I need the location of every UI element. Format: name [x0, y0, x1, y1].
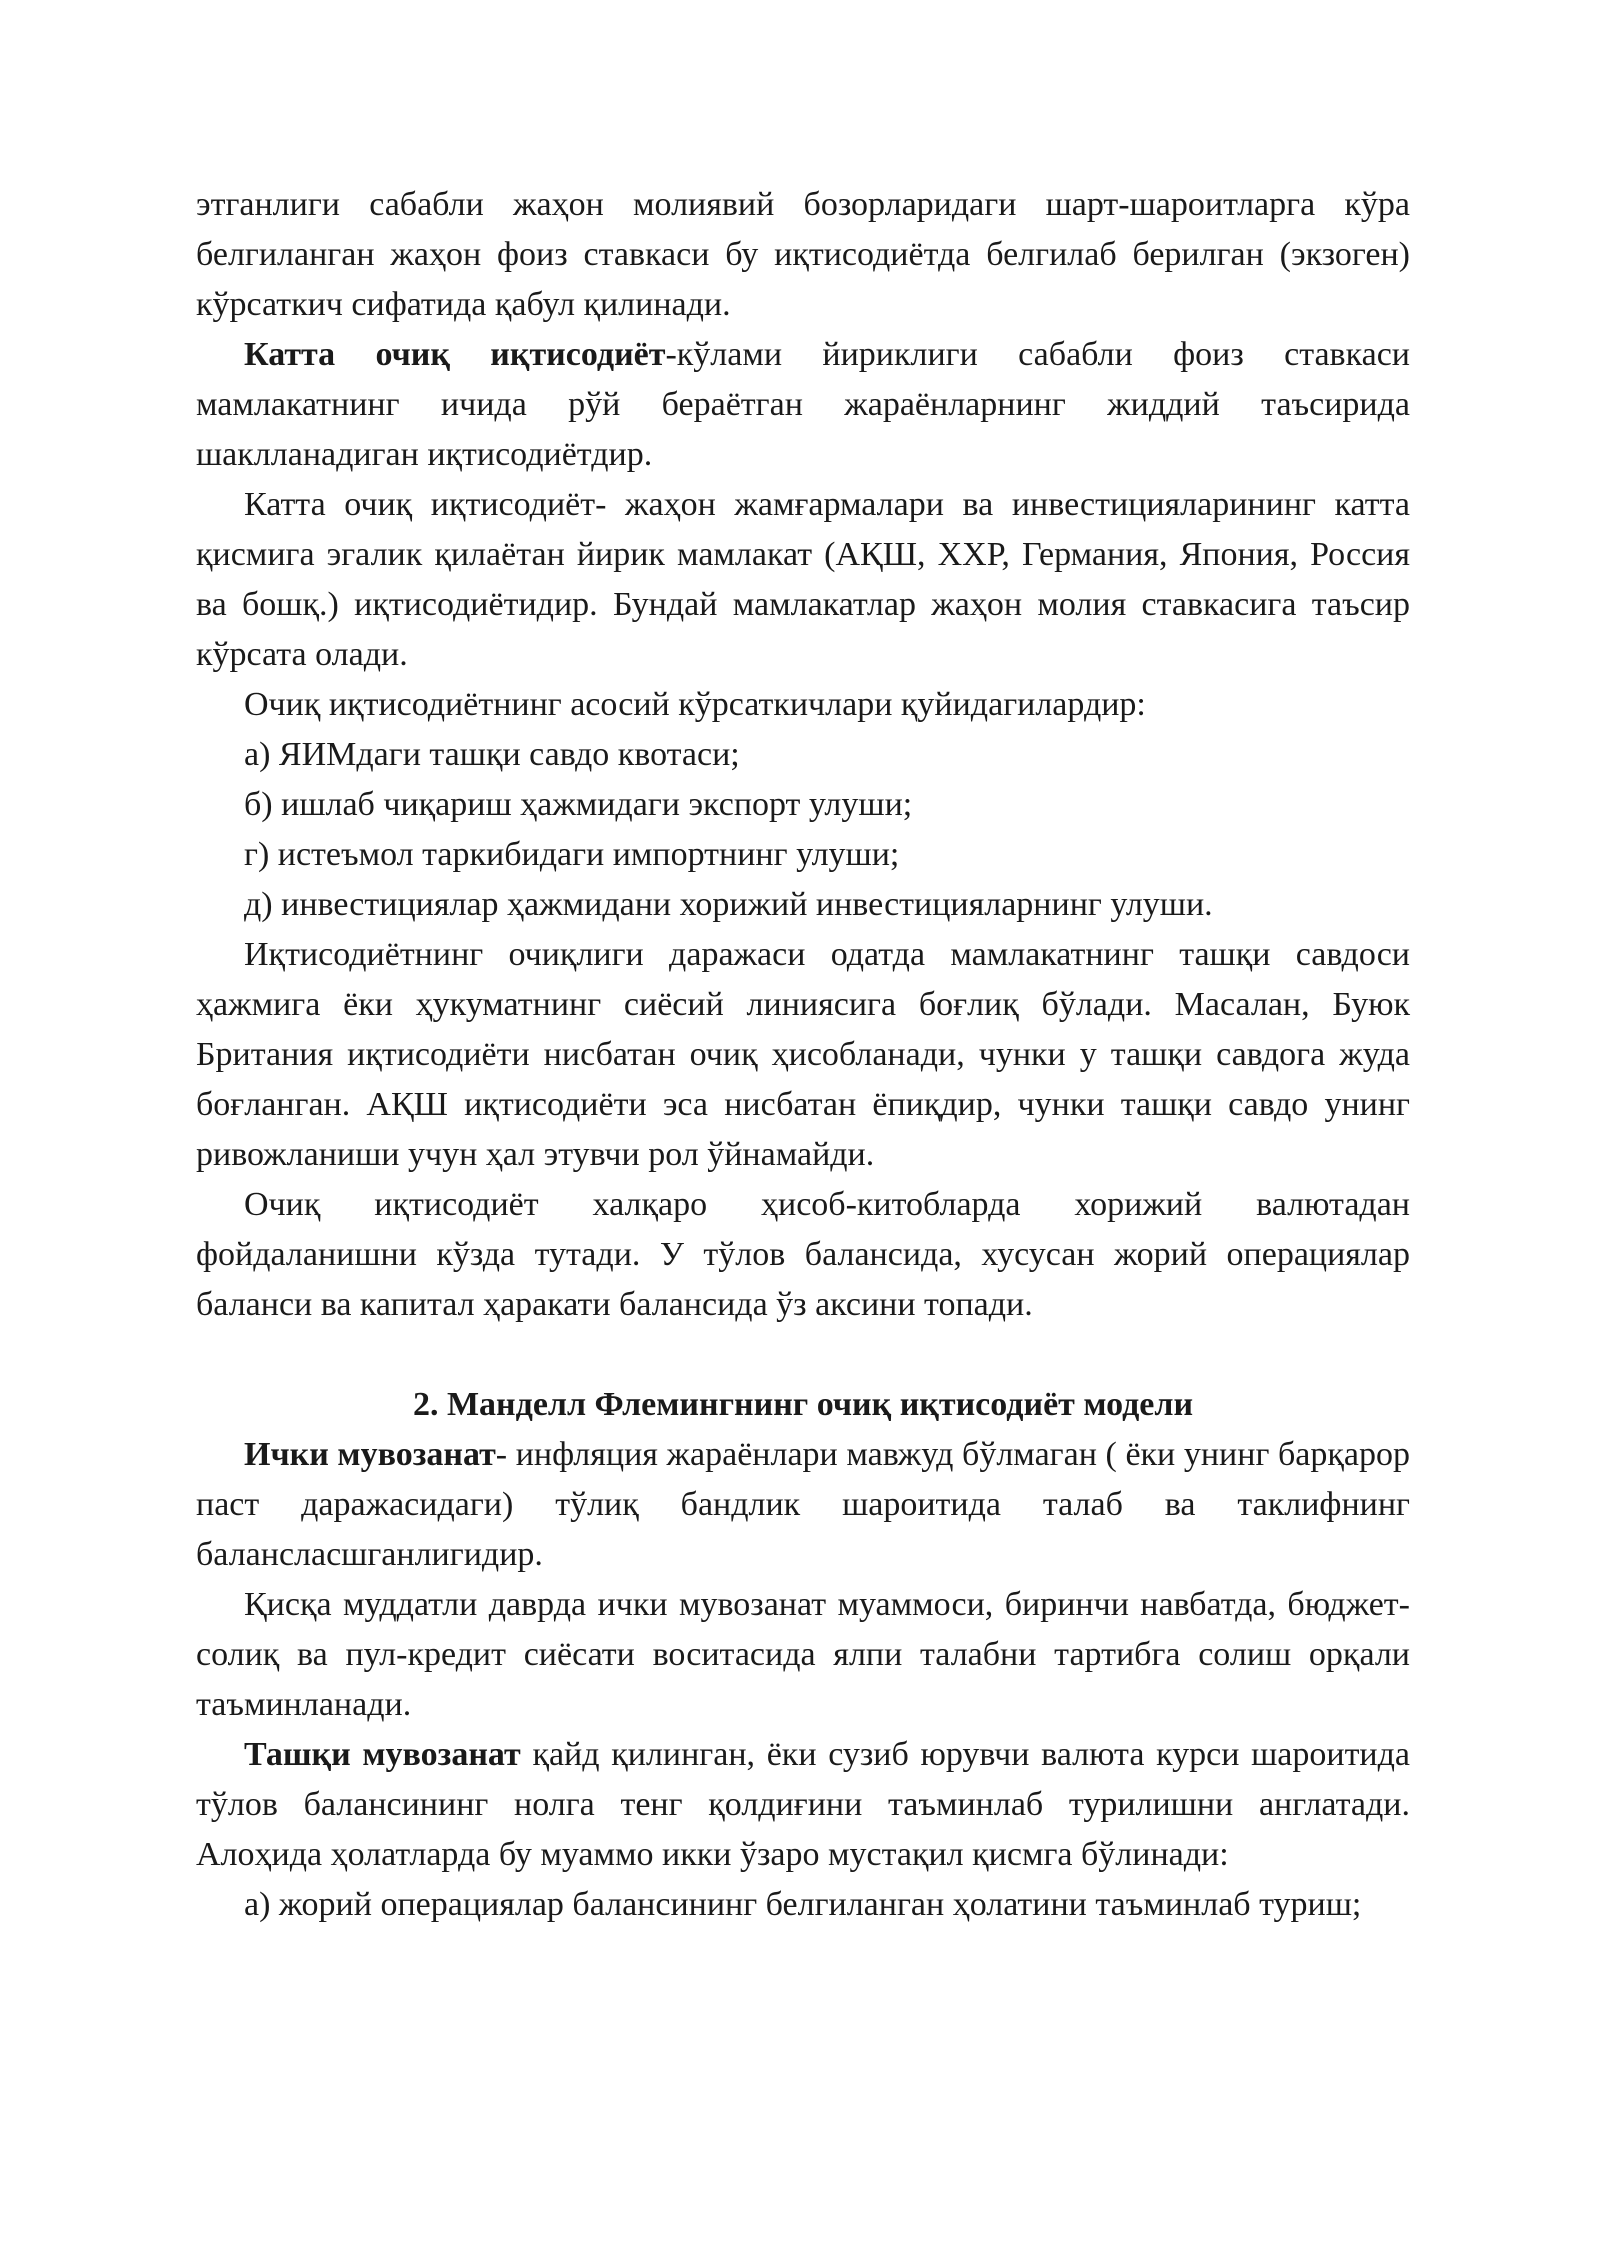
list-item: а) жорий операциялар балансининг белгиланган ҳолатини таъминлаб туриш; [244, 1886, 1362, 1923]
bold-term: Ички мувозанат [244, 1436, 496, 1473]
paragraph: Қисқа муддатли даврда ички мувозанат муаммоси, биринчи навбатда, бюджет-солиқ ва пул-кредит сиёсати воситасида ялпи талабни тартибга солиш орқали таъминланади. [196, 1586, 1410, 1723]
paragraph: Очиқ иқтисодиёт халқаро ҳисоб-китобларда хорижий валютадан фойдаланишни кўзда тутади. У тўлов балансида, хусусан жорий операциялар баланси ва капитал ҳаракати балансида ўз аксини топади. [196, 1186, 1410, 1323]
definition-text: -кўлами йириклиги сабабли фоиз ставкаси мамлакатнинг ичида рўй бераётган жараёнларнинг жиддий таъсирида шаклланадиган иқтисодиётдир. [196, 336, 1410, 473]
list-item: д) инвестициялар ҳажмидани хорижий инвестицияларнинг улуши. [244, 886, 1213, 923]
bold-term: Ташқи мувозанат [244, 1736, 521, 1773]
paragraph: Иқтисодиётнинг очиқлиги даражаси одатда мамлакатнинг ташқи савдоси ҳажмига ёки ҳукуматнинг сиёсий линиясига боғлиқ бўлади. Масалан, Буюк Британия иқтисодиёти нисбатан очиқ ҳисобланади, чунки у ташқи савдога жуда боғланган. АҚШ иқтисодиёти эса нисбатан ёпиқдир, чунки ташқи савдо унинг ривожланиши учун ҳал этувчи рол ўйнамайди. [196, 936, 1410, 1173]
list-item: б) ишлаб чиқариш ҳажмидаги экспорт улуши; [244, 786, 913, 823]
definition-text: қайд қилинган, ёки сузиб юрувчи валюта курси шароитида тўлов балансининг нолга тенг қолдиғини таъминлаб турилишни англатади. Алоҳида ҳолатларда бу муаммо икки ўзаро мустақил қисмга бўлинади: [196, 1736, 1411, 1873]
bold-term: Катта очиқ иқтисодиёт [244, 336, 666, 373]
paragraph: Катта очиқ иқтисодиёт- жаҳон жамғармалари ва инвестицияларининг катта қисмига эгалик қилаётан йирик мамлакат (АҚШ, ХХР, Германия, Япония, Россия ва бошқ.) иқтисодиётидир. Бундай мамлакатлар жаҳон молия ставкасига таъсир кўрсата олади. [196, 486, 1410, 673]
definition-text: - инфляция жараёнлари мавжуд бўлмаган ( ёки унинг барқарор паст даражасидаги) тўлиқ бандлик шароитида талаб ва таклифнинг балансласшганлигидир. [196, 1436, 1410, 1573]
paragraph-large-open-economy [196, 330, 1410, 480]
paragraph: Очиқ иқтисодиётнинг асосий кўрсаткичлари қуйидагилардир: [244, 686, 1146, 723]
paragraph: этганлиги сабабли жаҳон молиявий бозорларидаги шарт-шароитларга кўра белгиланган жаҳон фоиз ставкаси бу иқтисодиётда белгилаб берилган (экзоген) кўрсаткич сифатида қабул қилинади. [196, 186, 1410, 323]
list-item: г) истеъмол таркибидаги импортнинг улуши; [244, 836, 900, 873]
paragraph-internal-balance [196, 1430, 1410, 1580]
list-item: а) ЯИМдаги ташқи савдо квотаси; [244, 736, 740, 773]
document-page [196, 180, 1410, 1930]
paragraph-external-balance [196, 1730, 1410, 1880]
section-heading: 2. Манделл Флемингнинг очиқ иқтисодиёт модели [412, 1386, 1194, 1423]
